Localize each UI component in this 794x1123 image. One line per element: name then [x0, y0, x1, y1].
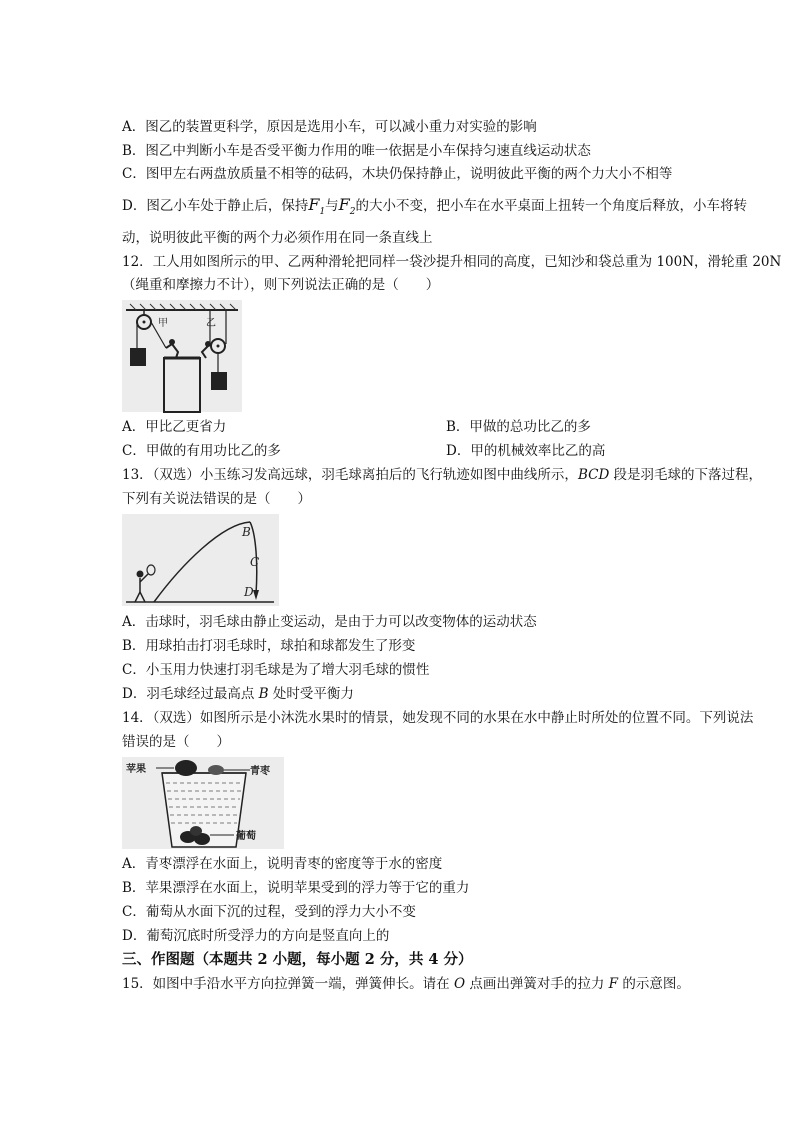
force-f1: $F_1$ [308, 195, 326, 218]
point-d-label: D [244, 585, 254, 599]
q13-option-d: D．羽毛球经过最高点 B 处时受平衡力 [122, 686, 354, 702]
apple-icon [175, 760, 197, 776]
sandbag-jia [130, 348, 146, 366]
q14-stem-line1: 14．（双选）如图所示是小沐洗水果时的情景，她发现不同的水果在水中静止时所处的位置不同。下列说法 [122, 710, 754, 726]
q11-option-d-cont: 动，说明彼此平衡的两个力必须作用在同一条直线上 [122, 230, 433, 246]
fruit-basin-figure [122, 757, 284, 849]
q13-option-c: C．小玉用力快速打羽毛球是为了增大羽毛球的惯性 [122, 662, 430, 678]
q13-option-a: A．击球时，羽毛球由静止变运动，是由于力可以改变物体的运动状态 [122, 614, 537, 630]
sandbag-yi [211, 372, 227, 390]
q11-option-d-suffix: 的大小不变，把小车在水平桌面上扭转一个角度后释放，小车将转 [355, 198, 748, 214]
q11-and: 与 [325, 198, 339, 214]
player-head-icon [137, 571, 144, 578]
point-b-label: B [242, 525, 251, 539]
q14-stem-line2: 错误的是（ ） [122, 734, 230, 750]
q11-option-d-prefix: D．图乙小车处于静止后，保持 [122, 198, 309, 214]
q13-stem-line1: 13．（双选）小玉练习发高远球，羽毛球离拍后的飞行轨迹如图中曲线所示，BCD 段是羽毛球的下落过程， [122, 467, 763, 483]
section-3-title: 三、作图题（本题共 2 小题，每小题 2 分，共 4 分） [122, 951, 473, 968]
q11-option-b: B．图乙中判断小车是否受平衡力作用的唯一依据是小车保持匀速直线运动状态 [122, 143, 591, 159]
q11-option-c: C．图甲左右两盘放质量不相等的砝码，木块仍保持静止，说明彼此平衡的两个力大小不相等 [122, 166, 673, 182]
pulley-figure [122, 300, 242, 412]
force-f2: $F_2$ [338, 195, 356, 218]
q12-option-c: C．甲做的有用功比乙的多 [122, 443, 281, 459]
date-icon [208, 765, 224, 775]
q13-option-b: B．用球拍击打羽毛球时，球拍和球都发生了形变 [122, 638, 416, 654]
q15-stem: 15．如图中手沿水平方向拉弹簧一端，弹簧伸长。请在 O 点画出弹簧对手的拉力 F 的示意图。 [122, 976, 690, 992]
label-apple: 苹果 [126, 764, 146, 775]
point-c-label: C [250, 555, 260, 569]
label-grape: 葡萄 [236, 831, 256, 842]
q14-option-b: B．苹果漂浮在水面上，说明苹果受到的浮力等于它的重力 [122, 880, 470, 896]
q13-stem-line2: 下列有关说法错误的是（ ） [122, 491, 311, 507]
q11-option-a: A．图乙的装置更科学，原因是选用小车，可以减小重力对实验的影响 [122, 119, 537, 135]
badminton-figure [122, 514, 279, 606]
label-yi: 乙 [206, 318, 216, 329]
q11-option-d [122, 195, 748, 221]
label-date: 青枣 [250, 766, 270, 777]
q14-option-a: A．青枣漂浮在水面上，说明青枣的密度等于水的密度 [122, 856, 443, 872]
q12-stem-line2: （绳重和摩擦力不计），则下列说法正确的是（ ） [122, 277, 440, 293]
q12-option-d: D．甲的机械效率比乙的高 [446, 443, 606, 459]
q12-option-a: A．甲比乙更省力 [122, 419, 227, 435]
q12-option-b: B．甲做的总功比乙的多 [446, 419, 591, 435]
q14-option-d: D．葡萄沉底时所受浮力的方向是竖直向上的 [122, 928, 390, 944]
q14-option-c: C．葡萄从水面下沉的过程，受到的浮力大小不变 [122, 904, 416, 920]
q12-stem-line1: 12．工人用如图所示的甲、乙两种滑轮把同样一袋沙提升相同的高度，已知沙和袋总重为 100N，滑轮重 20N [122, 254, 782, 270]
label-jia: 甲 [158, 318, 168, 329]
